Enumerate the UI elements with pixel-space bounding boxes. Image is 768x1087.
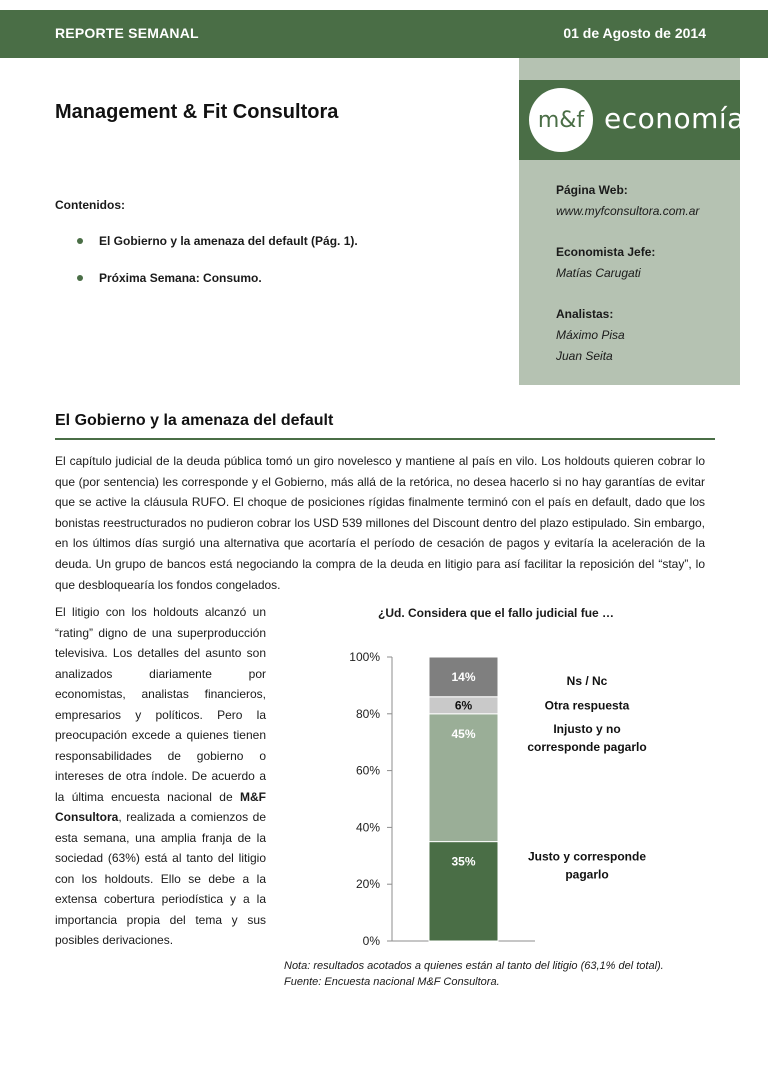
bullet-dot-icon <box>77 275 83 281</box>
y-tick-label: 20% <box>355 877 380 892</box>
y-tick-label: 80% <box>355 706 380 721</box>
legend-label: Injusto y no <box>553 721 621 736</box>
web-link[interactable]: www.myfconsultora.com.ar <box>556 204 700 218</box>
contents-item <box>77 271 262 285</box>
y-tick-label: 60% <box>355 763 380 778</box>
legend-label: Justo y corresponde <box>527 849 647 864</box>
side-text-part: El litigio con los holdouts alcanzó un “rating” digno de una superproducción televisiva. Los detalles del asunto son analizados diariamente por economistas, analistas financieros, empresarios y políticos. Pero la preocupación excede a quienes tienen responsabilidades de gobierno o intereses de otra índole. De acuerdo a la última encuesta nacional de <box>55 605 266 804</box>
contents-label: Contenidos: <box>55 198 125 212</box>
section-divider <box>55 438 715 440</box>
company-title: Management & Fit Consultora <box>55 101 339 123</box>
analyst-name: Máximo Pisa <box>556 328 625 342</box>
logo-circle <box>529 88 593 152</box>
side-text-part: , realizada a comienzos de esta semana, una amplia franja de la sociedad (63%) está al tanto del litigio con los holdouts. Ello se debe a la extensa cobertura periodística y a la importancia propia del tema y sus posibles derivaciones. <box>55 810 266 947</box>
data-label: 45% <box>451 726 476 741</box>
main-paragraph: El capítulo judicial de la deuda pública tomó un giro novelesco y mantiene al país en vilo. Los holdouts quieren cobrar lo que (por sentencia) les corresponde y el Gobierno, más allá de la retórica, no desea hacerlo si no hay garantías de evitar que se active la cláusula RUFO. El choque de posiciones rígidas finalmente terminó con el país en default, dado que los bonistas reestructurados no pudieron cobrar los USD 539 millones del Discount dentro del plazo estipulado. Sin embargo, en los últimos días surgió una alternativa que acortaría el período de cesación de pagos y evitaría la aceleración de la deuda. Un grupo de bancos está negociando la compra de la deuda en litigio para así facilitar la reposición del “stay”, lo que desbloquearía los fondos congelados. <box>55 454 705 592</box>
brand-logo <box>519 80 745 160</box>
logo-brand: economía <box>604 102 745 135</box>
analyst-name: Juan Seita <box>556 349 613 363</box>
analysts-label: Analistas: <box>556 307 614 321</box>
logo-mark: m&f <box>537 108 585 133</box>
chart-title: ¿Ud. Considera que el fallo judicial fue … <box>378 606 615 620</box>
data-label: 35% <box>451 854 476 869</box>
legend-label: corresponde pagarlo <box>527 739 647 754</box>
chart-note <box>284 958 664 990</box>
chief-economist-label: Economista Jefe: <box>556 245 656 259</box>
chart-source-text: Fuente: Encuesta nacional M&F Consultora. <box>284 976 500 988</box>
stacked-bar-chart <box>330 640 690 955</box>
data-label: 6% <box>454 698 473 713</box>
header-bar <box>0 10 768 58</box>
contents-item <box>77 234 358 248</box>
contents-item-text: El Gobierno y la amenaza del default (Pág. 1). <box>99 234 358 248</box>
contents-item-text: Próxima Semana: Consumo. <box>99 271 262 285</box>
legend-label: pagarlo <box>565 867 609 882</box>
report-label: REPORTE SEMANAL <box>55 25 199 41</box>
side-text-bold: M&F Consultora <box>55 789 266 824</box>
web-label: Página Web: <box>556 183 628 197</box>
y-tick-label: 0% <box>362 934 380 948</box>
chart-note-text: Nota: resultados acotados a quienes están al tanto del litigio (63,1% del total). <box>284 960 664 972</box>
y-tick-label: 100% <box>349 650 380 664</box>
y-tick-label: 40% <box>355 820 380 835</box>
section-title: El Gobierno y la amenaza del default <box>55 412 334 429</box>
legend-label: Ns / Nc <box>566 674 608 688</box>
side-paragraph <box>55 602 266 951</box>
data-label: 14% <box>451 670 476 684</box>
report-date: 01 de Agosto de 2014 <box>563 25 706 41</box>
bullet-dot-icon <box>77 238 83 244</box>
legend-label: Otra respuesta <box>544 698 630 713</box>
chief-economist-name: Matías Carugati <box>556 266 641 280</box>
